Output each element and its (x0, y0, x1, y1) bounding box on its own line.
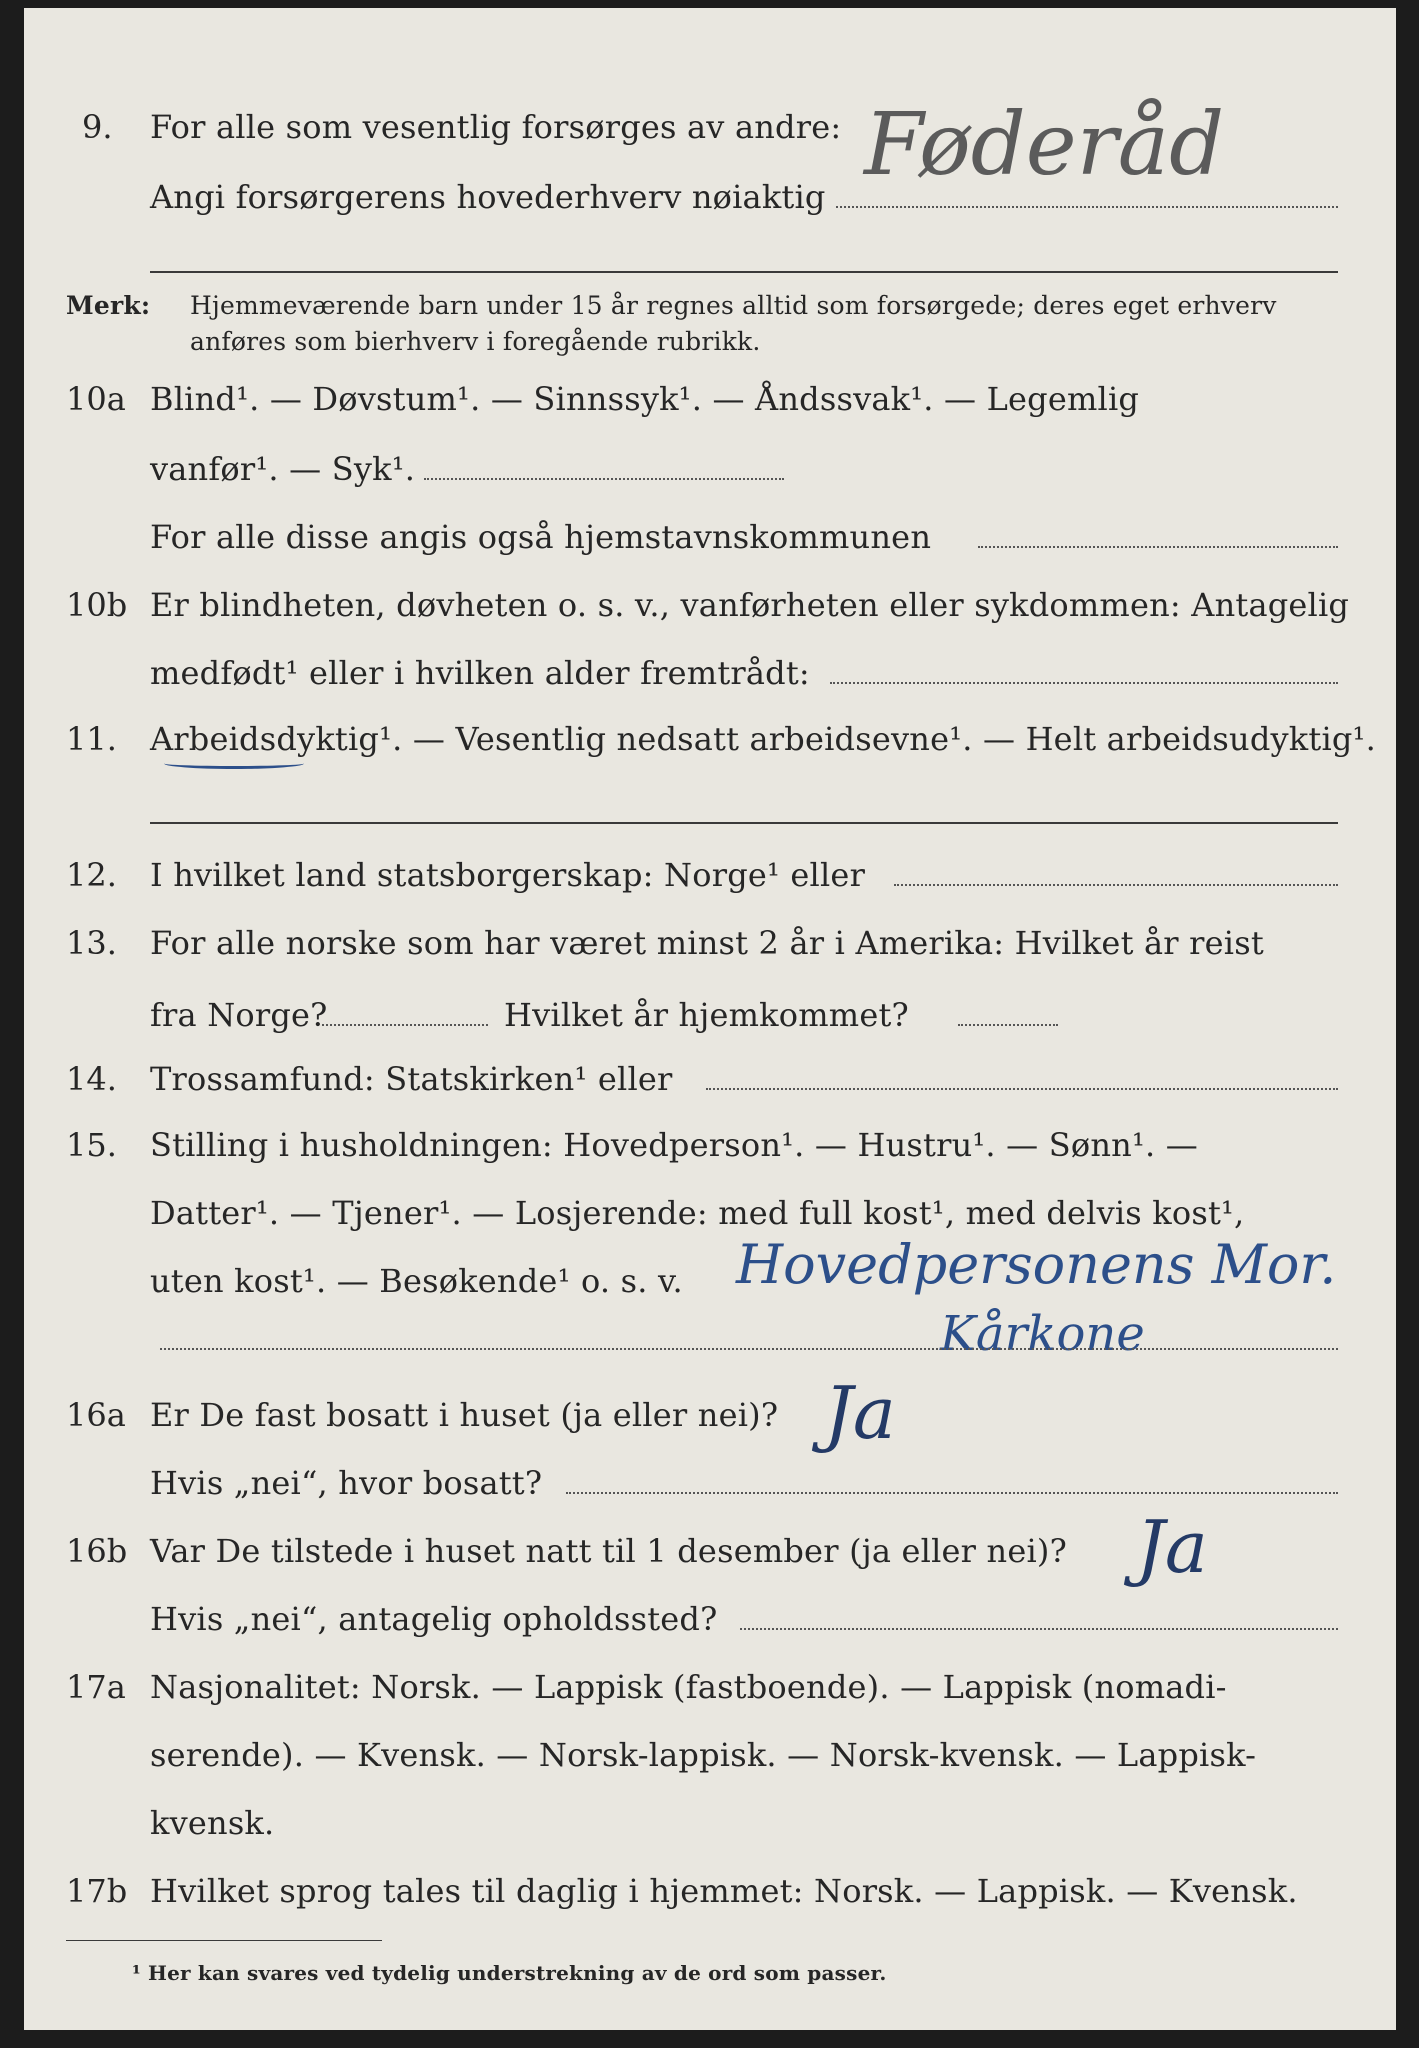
arbeidsdyktig-underline-mark (164, 758, 304, 769)
q12-answer-line (894, 884, 1338, 886)
section-divider (150, 271, 1338, 273)
census-form-page (24, 8, 1396, 2030)
q13-line2a: fra Norge? (150, 996, 328, 1034)
q10b-line1: Er blindheten, døvheten o. s. v., vanførheten eller sykdommen: Antagelig (150, 586, 1350, 624)
item-number-14: 14. (66, 1060, 117, 1098)
q10a-home-line (978, 546, 1338, 548)
q9-line1: For alle som vesentlig forsørges av andre: (150, 108, 842, 146)
q13-line2b: Hvilket år hjemkommet? (504, 996, 909, 1034)
merk-line1: Hjemmeværende barn under 15 år regnes alltid som forsørgede; deres eget erhverv (190, 291, 1277, 320)
q9-line2: Angi forsørgerens hovederhverv nøiaktig (150, 178, 826, 216)
q17b-line1: Hvilket sprog tales til daglig i hjemmet: Norsk. — Lappisk. — Kvensk. (150, 1872, 1298, 1910)
q16a-handwritten-answer: Ja (824, 1371, 896, 1455)
item-number-17a: 17a (66, 1668, 126, 1706)
q16a-line2: Hvis „nei“, hvor bosatt? (150, 1464, 543, 1502)
footnote-divider (66, 1940, 382, 1941)
q13-departure-line (322, 1024, 488, 1026)
q17a-line1: Nasjonalitet: Norsk. — Lappisk (fastboende). — Lappisk (nomadi- (150, 1668, 1227, 1706)
q13-return-line (958, 1024, 1058, 1026)
item-number-10b: 10b (66, 586, 128, 624)
q17a-line2: serende). — Kvensk. — Norsk-lappisk. — Norsk-kvensk. — Lappisk- (150, 1736, 1257, 1774)
q14-answer-line (706, 1088, 1338, 1090)
q10b-line2: medfødt¹ eller i hvilken alder fremtrådt: (150, 654, 810, 692)
q10b-answer-line (830, 682, 1338, 684)
q9-handwritten-answer: Føderåd (864, 95, 1225, 195)
merk-label: Merk: (66, 291, 151, 320)
item-number-12: 12. (66, 856, 117, 894)
q15-line1: Stilling i husholdningen: Hovedperson¹. — Hustru¹. — Sønn¹. — (150, 1126, 1198, 1164)
q16a-line1: Er De fast bosatt i huset (ja eller nei)? (150, 1396, 779, 1434)
q10a-answer-line (424, 478, 784, 480)
q15-handwritten-answer1: Hovedpersonens Mor. (736, 1233, 1337, 1296)
q12-line1: I hvilket land statsborgerskap: Norge¹ eller (150, 856, 866, 894)
footnote-mark: ¹ (132, 1961, 141, 1985)
q13-line1: For alle norske som har været minst 2 år i Amerika: Hvilket år reist (150, 924, 1264, 962)
q15-line3: uten kost¹. — Besøkende¹ o. s. v. (150, 1262, 683, 1300)
item-number-11: 11. (66, 720, 117, 758)
q16a-answer-line (566, 1492, 1338, 1494)
q10a-line3: For alle disse angis også hjemstavnskommunen (150, 518, 932, 556)
q11-answer-rule (150, 822, 1338, 824)
q9-answer-line (836, 206, 1338, 208)
q16b-handwritten-answer: Ja (1136, 1505, 1208, 1589)
item-number-16a: 16a (66, 1396, 126, 1434)
item-number-17b: 17b (66, 1872, 128, 1910)
item-number-16b: 16b (66, 1532, 128, 1570)
item-number-13: 13. (66, 924, 117, 962)
item-number-9: 9. (82, 108, 113, 146)
q10a-line1: Blind¹. — Døvstum¹. — Sinnssyk¹. — Åndssvak¹. — Legemlig (150, 380, 1140, 418)
q15-answer-line (160, 1348, 1338, 1350)
merk-line2: anføres som bierhverv i foregående rubrikk. (190, 327, 761, 356)
item-number-10a: 10a (66, 380, 126, 418)
q15-line2: Datter¹. — Tjener¹. — Losjerende: med full kost¹, med delvis kost¹, (150, 1194, 1245, 1232)
footnote-text: Her kan svares ved tydelig understrekning av de ord som passer. (148, 1961, 887, 1985)
q15-handwritten-answer2: Kårkone (940, 1306, 1145, 1362)
q11-line1: Arbeidsdyktig¹. — Vesentlig nedsatt arbeidsevne¹. — Helt arbeidsudyktig¹. (150, 720, 1376, 758)
q14-line1: Trossamfund: Statskirken¹ eller (150, 1060, 673, 1098)
item-number-15: 15. (66, 1126, 117, 1164)
q17a-line3: kvensk. (150, 1804, 275, 1842)
q16b-line2: Hvis „nei“, antagelig opholdssted? (150, 1600, 718, 1638)
q16b-answer-line (740, 1628, 1338, 1630)
q10a-line2: vanfør¹. — Syk¹. (150, 450, 416, 488)
q16b-line1: Var De tilstede i huset natt til 1 desember (ja eller nei)? (150, 1532, 1067, 1570)
